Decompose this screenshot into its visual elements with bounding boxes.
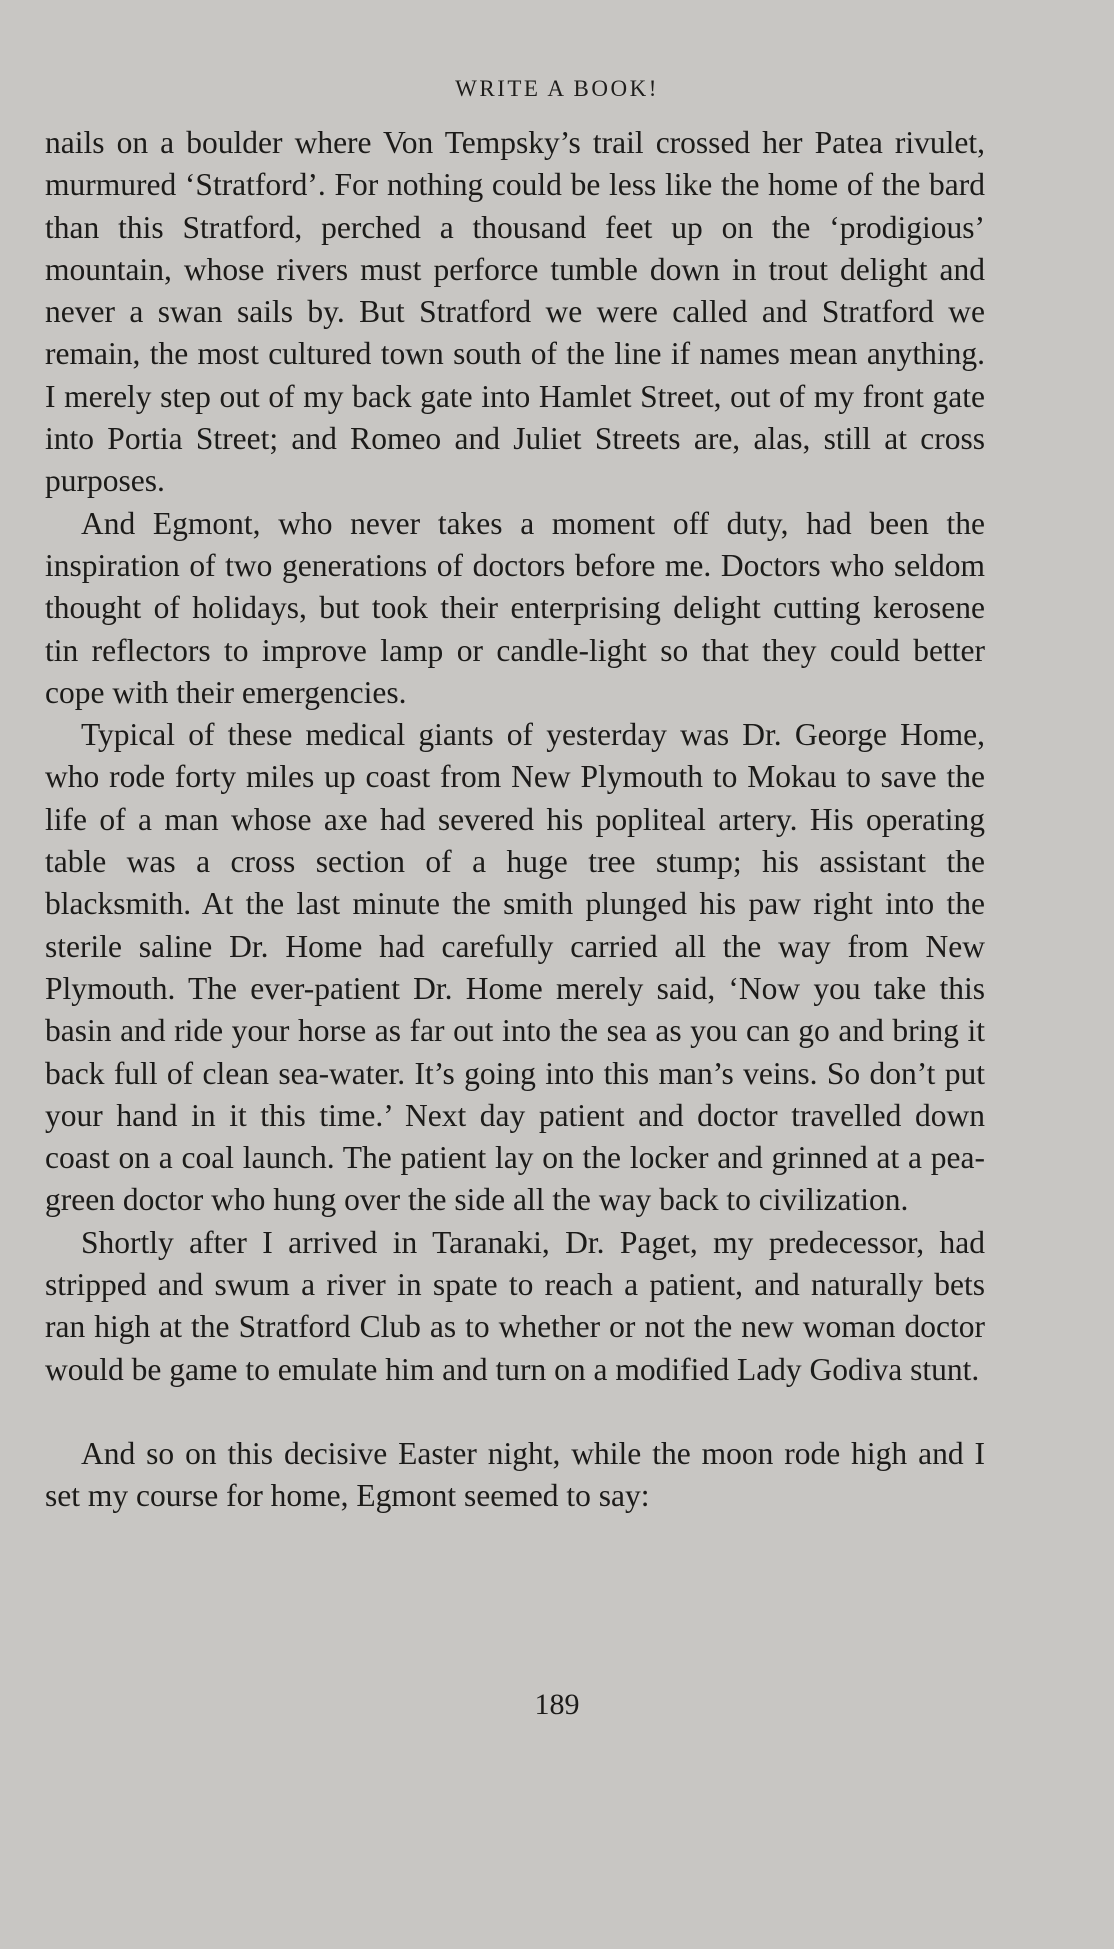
running-head: WRITE A BOOK! <box>455 76 659 101</box>
page-number: 189 <box>534 1688 580 1721</box>
body-text <box>45 122 985 1518</box>
paragraph-egmont: And Egmont, who never takes a moment off duty, had been the inspiration of two generations of doctors before me. Doctors who seldom thought of holidays, but took their enterprising delight cutting kerosene tin reflectors to improve lamp or candle-light so that they could better cope with their emergencies. <box>45 505 985 710</box>
paragraph-dr-home: Typical of these medical giants of yesterday was Dr. George Home, who rode forty miles up coast from New Plymouth to Mokau to save the life of a man whose axe had severed his popliteal artery. His operating table was a cross section of a huge tree stump; his assistant the blacksmith. At the last minute the smith plunged his paw right into the sterile saline Dr. Home had carefully carried all the way from New Plymouth. The ever-patient Dr. Home merely said, ‘Now you take this basin and ride your horse as far out into the sea as you can go and bring it back full of clean sea-water. It’s going into this man’s veins. So don’t put your hand in it this time.’ Next day patient and doctor travelled down coast on a coal launch. The patient lay on the locker and grinned at a pea-green doctor who hung over the side all the way back to civilization. <box>45 717 985 1218</box>
paragraph-easter-night: And so on this decisive Easter night, while the moon rode high and I set my course for home, Egmont seemed to say: <box>45 1435 985 1514</box>
paragraph-dr-paget: Shortly after I arrived in Taranaki, Dr. Paget, my predecessor, had stripped and swum a river in spate to reach a patient, and naturally bets ran high at the Stratford Club as to whether or not the new woman doctor would be game to emulate him and turn on a modified Lady Godiva stunt. <box>45 1224 985 1387</box>
paragraph-continued: nails on a boulder where Von Tempsky’s trail crossed her Patea rivulet, murmured ‘Stratford’. For nothing could be less like the home of the bard than this Stratford, perched a thousand feet up on the ‘prodigious’ mountain, whose rivers must perforce tumble down in trout delight and never a swan sails by. But Stratford we were called and Stratford we remain, the most cultured town south of the line if names mean anything. I merely step out of my back gate into Hamlet Street, out of my front gate into Portia Street; and Romeo and Juliet Streets are, alas, still at cross purposes. <box>45 125 985 499</box>
